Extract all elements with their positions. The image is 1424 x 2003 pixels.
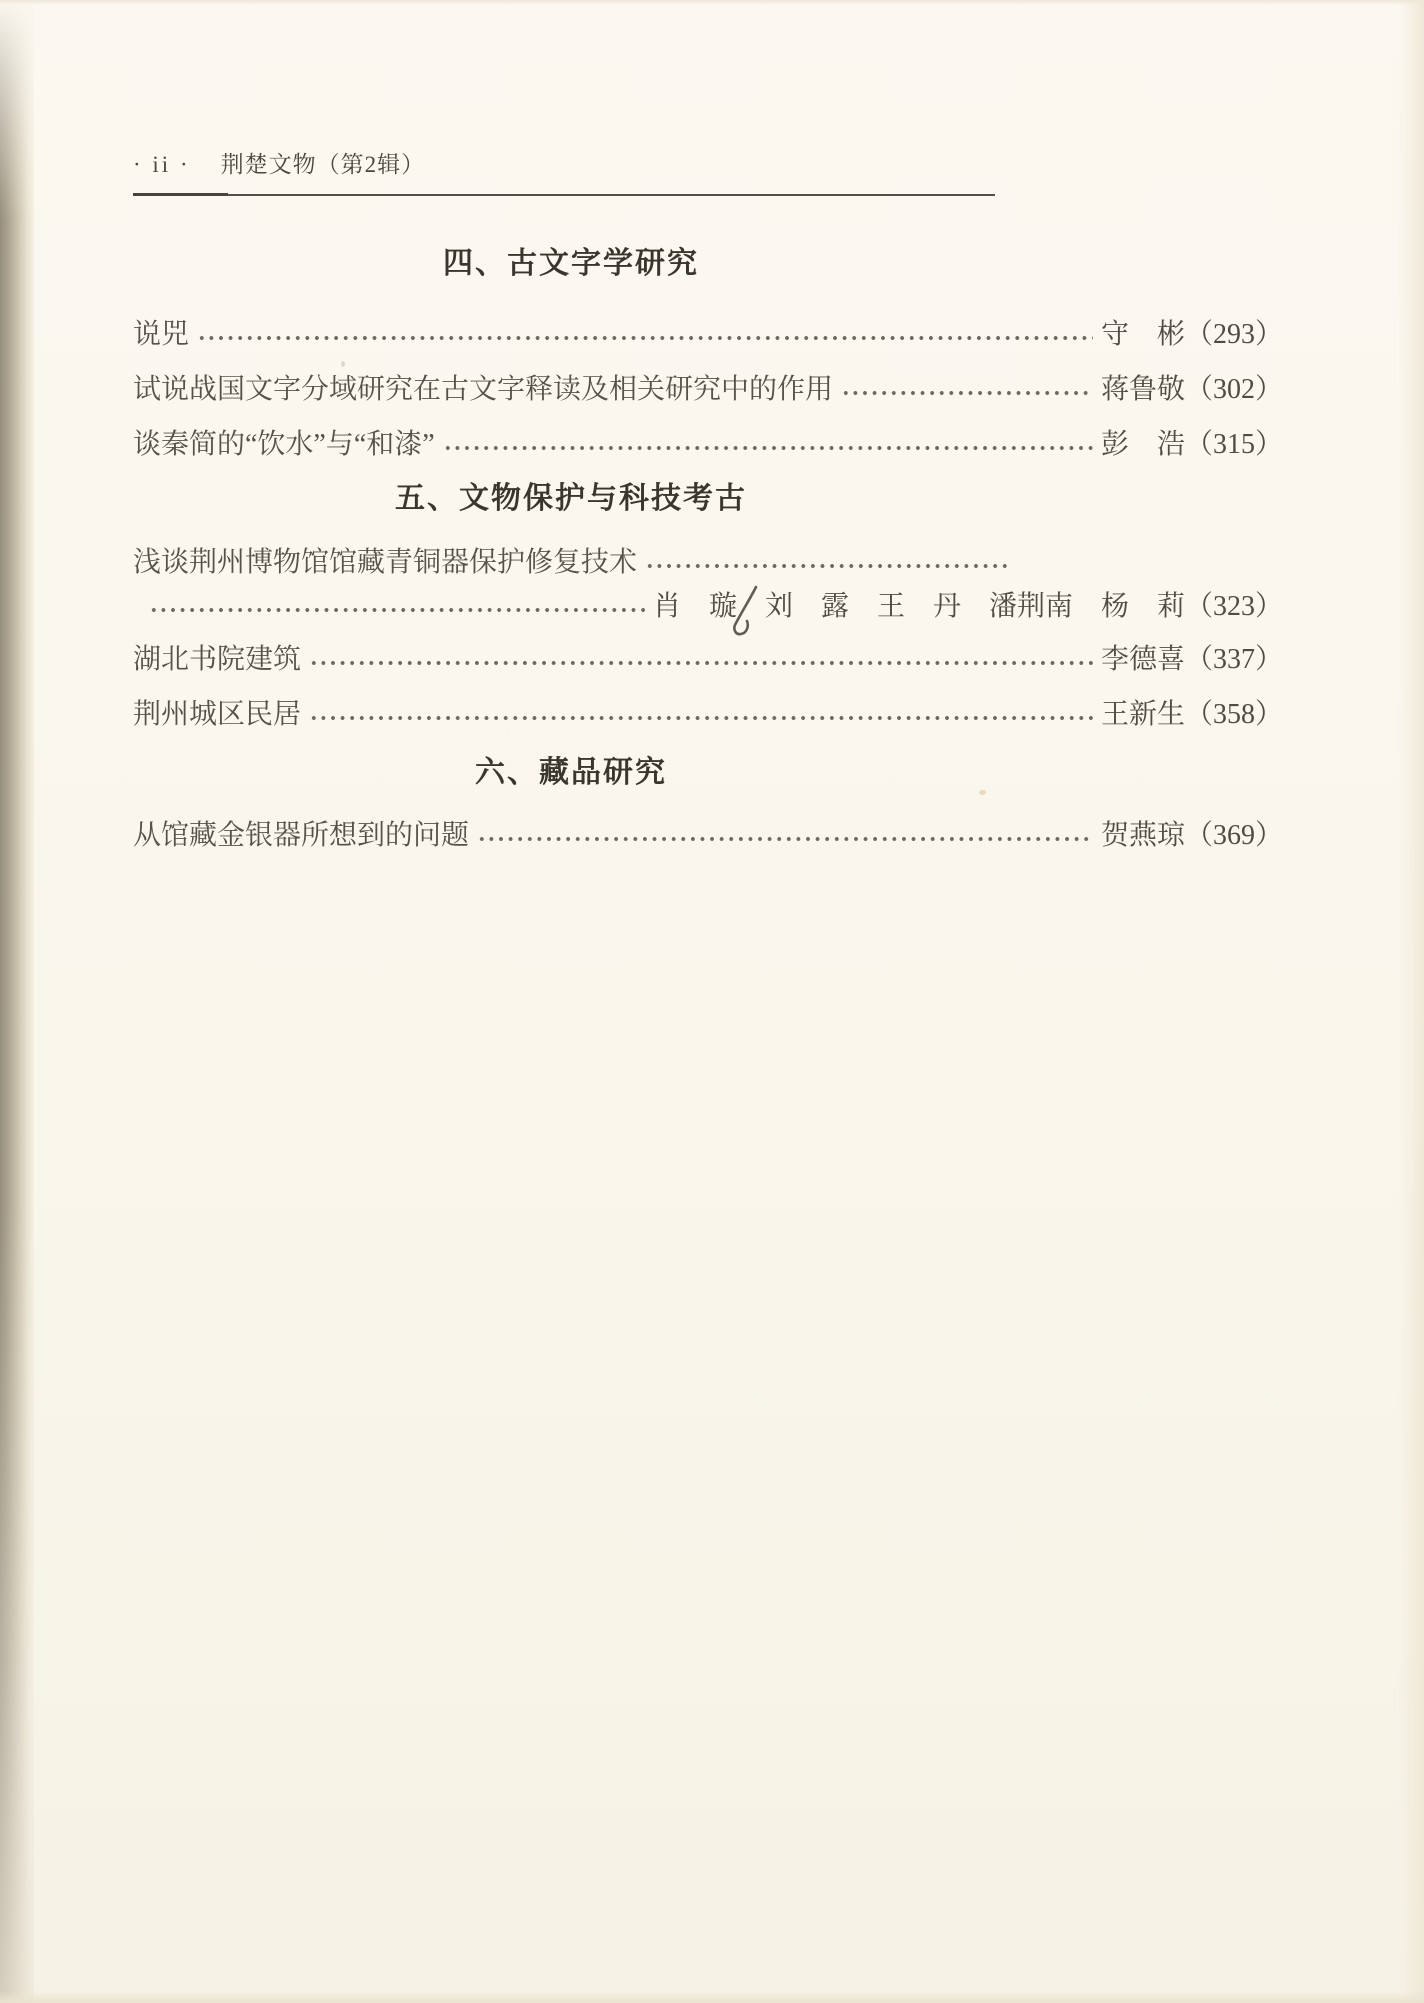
- dot-leader: [441, 428, 1093, 462]
- entry-authors: 贺燕琼: [1100, 820, 1185, 851]
- entry-title: 荆州城区民居: [133, 699, 302, 730]
- entry-title: 试说战国文字分域研究在古文字释读及相关研究中的作用: [133, 374, 834, 405]
- section-title-6: 六、藏品研究: [475, 756, 667, 789]
- section-title-4: 四、古文字学研究: [443, 247, 699, 280]
- dot-leader: [839, 373, 1093, 407]
- entry-authors: 肖 璇 刘 露 王 丹 潘荆南 杨 莉: [652, 591, 1185, 622]
- entry-authors: 彭 浩: [1100, 429, 1185, 460]
- entry-page-number: （315）: [1184, 429, 1283, 460]
- entry-page-number: （358）: [1184, 699, 1283, 730]
- entry-page-number: （323）: [1184, 591, 1283, 622]
- dot-leader: [643, 546, 1010, 580]
- entry-title: 从馆藏金银器所想到的问题: [133, 820, 470, 851]
- pen-mark: [723, 583, 767, 641]
- paper-blemish: [341, 361, 345, 367]
- page-content: [133, 0, 1283, 2003]
- header-rule: [133, 194, 995, 196]
- book-binding-edge: [0, 0, 34, 2003]
- entry-title: 浅谈荆州博物馆馆藏青铜器保护修复技术: [133, 547, 638, 578]
- entry-authors: 守 彬: [1100, 319, 1185, 350]
- section-title-5: 五、文物保护与科技考古: [395, 482, 747, 515]
- paper-right-edge: [1398, 0, 1424, 2003]
- entry-title: 谈秦简的“饮水”与“和漆”: [133, 429, 435, 460]
- entry-authors: 王新生: [1100, 699, 1185, 730]
- toc-entry: [133, 819, 1283, 853]
- toc-entry: [133, 373, 1283, 407]
- entry-page-number: （293）: [1184, 319, 1283, 350]
- toc-entry-title-line: [133, 546, 1283, 580]
- entry-page-number: （302）: [1184, 374, 1283, 405]
- entry-page-number: （369）: [1184, 820, 1283, 851]
- entry-title: 湖北书院建筑: [133, 644, 302, 675]
- entry-page-number: （337）: [1184, 644, 1283, 675]
- paper-blemish: [979, 790, 986, 795]
- book-title: 荆楚文物（第2辑）: [220, 152, 426, 177]
- dot-leader: [147, 590, 645, 624]
- entry-authors: 蒋鲁敬: [1100, 374, 1185, 405]
- toc-entry: [133, 318, 1283, 352]
- toc-entry: [133, 428, 1283, 462]
- entry-authors: 李德喜: [1100, 644, 1185, 675]
- page-header: [133, 150, 425, 180]
- entry-title: 说兕: [133, 319, 190, 350]
- dot-leader: [307, 643, 1093, 677]
- dot-leader: [307, 698, 1093, 732]
- folio-page-number: · ii ·: [133, 152, 191, 177]
- toc-entry-authors-line: [133, 590, 1283, 624]
- dot-leader: [195, 318, 1093, 352]
- dot-leader: [475, 819, 1093, 853]
- toc-entry: [133, 643, 1283, 677]
- toc-entry: [133, 698, 1283, 732]
